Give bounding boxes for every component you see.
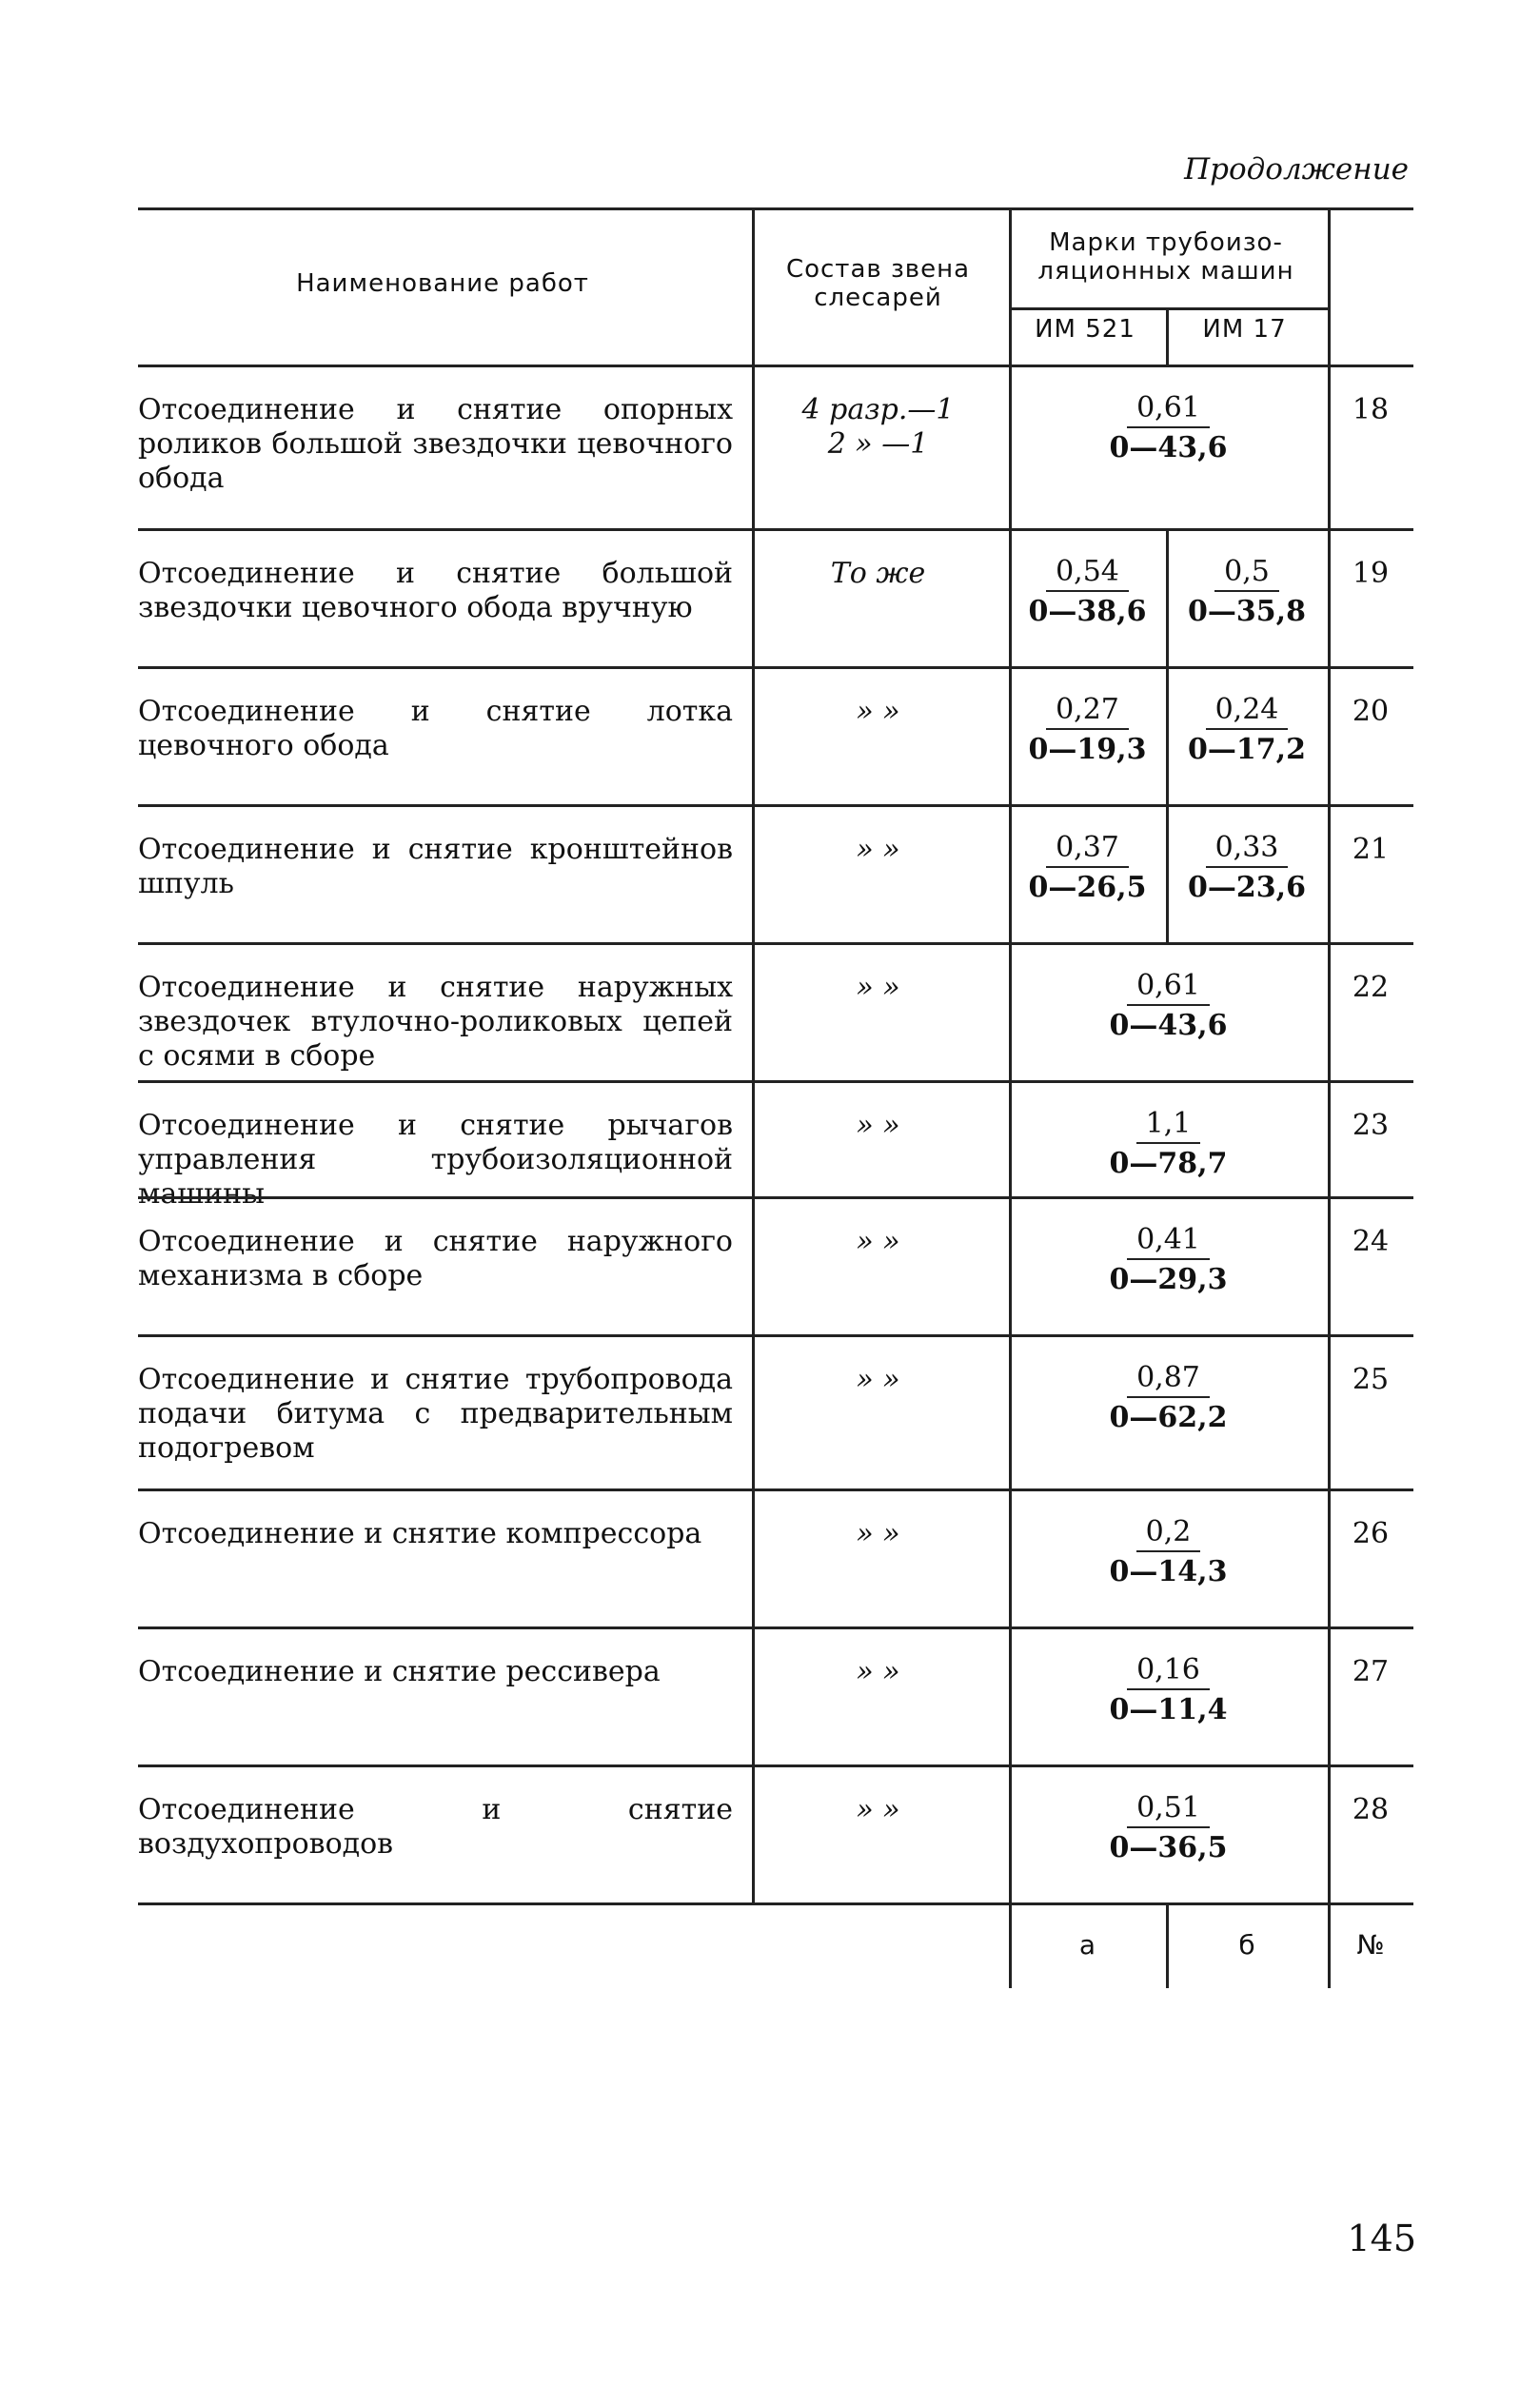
table-rule [138,1080,1413,1083]
row-crew: » » [856,1793,900,1826]
norm-time: 0,16 [1127,1653,1210,1690]
column-rule [1328,1196,1331,1334]
norm-value-b [1166,831,1328,908]
row-crew: » » [856,1109,900,1142]
norm-time: 0,54 [1046,555,1129,592]
column-rule [1166,528,1169,666]
norm-value-b [1166,555,1328,632]
row-name: Отсоединение и снятие большой звездочки цевочного обода вручную [138,557,733,624]
table-rule [138,207,1413,210]
row-number: 19 [1352,557,1390,590]
column-rule [1166,307,1169,365]
row-crew: » » [856,1225,900,1258]
column-rule [1009,365,1012,528]
table-rule [138,365,1413,367]
norm-cost: 0—26,5 [1028,871,1147,904]
continuation-note: Продолжение [1184,152,1409,187]
row-name: Отсоединение и снятие опорных роликов большой звездочки цевочного обода [138,393,733,495]
norm-time: 0,27 [1046,693,1129,730]
column-rule [1328,365,1331,528]
table-rule [138,1902,1413,1905]
table-rule [138,804,1413,807]
norm-time: 0,2 [1136,1515,1201,1552]
table-rule [138,1196,1413,1199]
row-name: Отсоединение и снятие наружных звездочек втулочно-роликовых цепей с осями в сборе [138,971,733,1073]
column-rule [752,1080,755,1196]
column-rule [1009,804,1012,942]
header-im17-cell: ИМ 17 [1202,315,1287,344]
column-rule [752,1196,755,1334]
column-rule [1328,804,1331,942]
norm-value-a [1009,693,1166,770]
row-name: Отсоединение и снятие лотка цевочного обода [138,695,733,762]
norm-cost: 0—23,6 [1188,871,1306,904]
norm-cost: 0—14,3 [1109,1555,1228,1588]
column-rule [1009,1080,1012,1196]
norm-cost: 0—78,7 [1109,1147,1228,1180]
row-number: 25 [1352,1363,1390,1396]
row-number: 27 [1352,1655,1390,1688]
column-rule [752,1488,755,1626]
norm-value-a [1009,831,1166,908]
row-number: 26 [1352,1517,1390,1550]
footer-col-b: б [1238,1929,1255,1961]
column-rule [1009,1334,1012,1488]
column-rule [1328,528,1331,666]
column-rule [1009,528,1012,666]
norm-time: 0,5 [1214,555,1279,592]
row-number: 24 [1352,1225,1390,1258]
row-crew: 4 разр.—1 2 » —1 [801,393,955,461]
norm-time: 0,37 [1046,831,1129,868]
norm-value-a [1009,1361,1328,1438]
norm-time: 0,41 [1127,1223,1210,1260]
norm-time: 0,61 [1127,969,1210,1006]
table-rule [138,1626,1413,1629]
norm-cost: 0—29,3 [1109,1263,1228,1296]
footer-col-a: а [1078,1929,1096,1961]
column-rule [1328,666,1331,804]
column-rule [752,207,755,365]
row-number: 22 [1352,971,1390,1004]
norm-value-a [1009,1223,1328,1300]
row-crew: » » [856,1517,900,1550]
norm-cost: 0—62,2 [1109,1401,1228,1434]
header-im521-cell: ИМ 521 [1035,315,1135,344]
column-rule [1328,1764,1331,1902]
column-rule [752,804,755,942]
table-rule [138,1334,1413,1337]
norm-time: 0,24 [1206,693,1289,730]
row-crew: » » [856,971,900,1004]
column-rule [1328,1488,1331,1626]
row-name: Отсоединение и снятие воздухопроводов [138,1793,733,1861]
norm-cost: 0—43,6 [1109,1009,1228,1042]
header-name-cell: Наименование работ [296,269,589,298]
column-rule [1009,1488,1012,1626]
norm-cost: 0—38,6 [1028,595,1147,628]
row-name: Отсоединение и снятие рычагов управления трубоизоляционной машины [138,1109,733,1211]
table-rule [138,666,1413,669]
column-rule [1009,1196,1012,1334]
row-crew: » » [856,1363,900,1396]
norm-value-a [1009,391,1328,468]
column-rule [1009,942,1012,1080]
norm-time: 0,87 [1127,1361,1210,1398]
header-machines-cell: Марки трубоизо-ляционных машин [1037,228,1294,286]
column-rule [1328,1626,1331,1764]
column-rule [1009,1764,1012,1902]
column-rule [752,528,755,666]
column-rule [1328,207,1331,365]
column-rule [752,1334,755,1488]
norm-time: 0,51 [1127,1791,1210,1828]
norm-value-b [1166,693,1328,770]
row-number: 28 [1352,1793,1390,1826]
row-number: 18 [1352,393,1390,426]
norm-cost: 0—43,6 [1109,431,1228,464]
norm-time: 0,33 [1206,831,1289,868]
column-rule [1166,666,1169,804]
footer-col-number: № [1356,1929,1385,1961]
column-rule [1328,942,1331,1080]
column-rule [1009,207,1012,365]
norm-time: 1,1 [1136,1107,1201,1144]
row-name: Отсоединение и снятие кронштейнов шпуль [138,833,733,900]
norm-cost: 0—17,2 [1188,733,1306,766]
row-crew: » » [856,1655,900,1688]
table-rule [138,1764,1413,1767]
column-rule [752,666,755,804]
column-rule [1166,804,1169,942]
norm-cost: 0—35,8 [1188,595,1306,628]
row-number: 23 [1352,1109,1390,1142]
row-number: 21 [1352,833,1390,866]
column-rule [1009,666,1012,804]
row-number: 20 [1352,695,1390,728]
row-name: Отсоединение и снятие рессивера [138,1655,661,1688]
row-name: Отсоединение и снятие наружного механизма в сборе [138,1225,733,1292]
row-name: Отсоединение и снятие компрессора [138,1517,702,1550]
row-crew: То же [830,557,926,590]
column-rule [1009,1626,1012,1764]
norm-value-a [1009,1107,1328,1184]
norm-cost: 0—19,3 [1028,733,1147,766]
table-rule [138,1488,1413,1491]
row-name: Отсоединение и снятие трубопровода подачи битума с предварительным подогревом [138,1363,733,1465]
norm-cost: 0—11,4 [1109,1693,1228,1726]
norm-value-a [1009,969,1328,1046]
page-number: 145 [1347,2218,1416,2259]
column-rule [752,1626,755,1764]
norm-value-a [1009,555,1166,632]
norm-time: 0,61 [1127,391,1210,428]
norm-value-a [1009,1515,1328,1592]
row-crew: » » [856,833,900,866]
norm-cost: 0—36,5 [1109,1831,1228,1864]
column-rule [752,1764,755,1902]
header-crew-cell: Состав звена слесарей [785,255,971,312]
column-rule [752,942,755,1080]
norm-value-a [1009,1653,1328,1730]
column-rule [1328,1334,1331,1488]
column-rule [1328,1080,1331,1196]
norm-value-a [1009,1791,1328,1868]
table-rule [138,942,1413,945]
column-rule [752,365,755,528]
row-crew: » » [856,695,900,728]
table-rule [138,528,1413,531]
